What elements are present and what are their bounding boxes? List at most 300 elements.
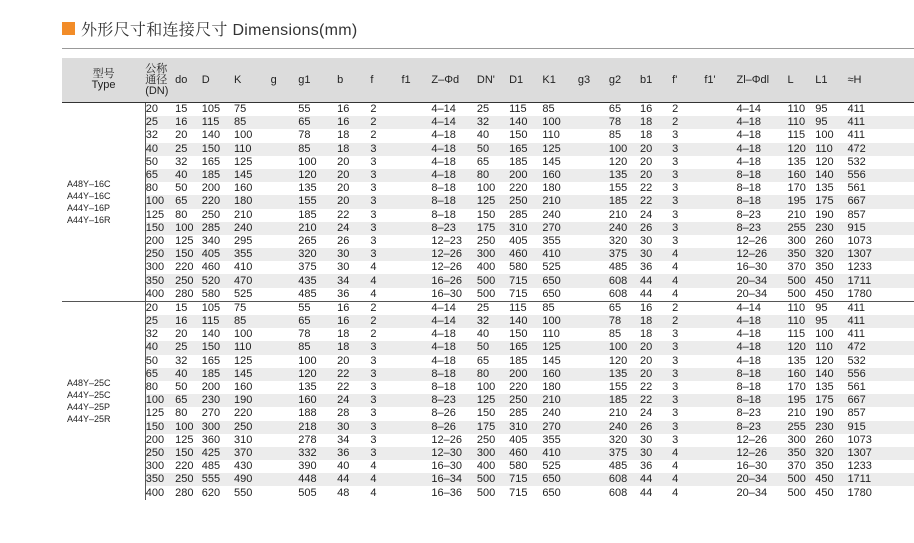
table-cell: 175 xyxy=(477,222,509,235)
table-cell: 240 xyxy=(609,222,640,235)
table-cell: 250 xyxy=(509,394,542,407)
table-cell: 300 xyxy=(787,433,806,446)
table-cell: 44 xyxy=(639,287,653,300)
table-cell: 16–30 xyxy=(431,287,463,300)
table-cell: 500 xyxy=(476,287,496,300)
table-cell: 40 xyxy=(476,129,490,142)
table-cell: 650 xyxy=(542,473,578,486)
table-cell: 160 xyxy=(788,169,816,182)
table-cell xyxy=(704,169,736,182)
table-cell: 20 xyxy=(337,182,350,195)
table-cell: 4–18 xyxy=(737,143,788,156)
table-cell: 300 xyxy=(202,421,234,434)
table-cell: 561 xyxy=(847,381,866,394)
table-cell: 250 xyxy=(509,195,542,208)
table-cell: 85 xyxy=(542,301,578,315)
type-label: A44Y–16P xyxy=(67,202,111,213)
table-cell: 2 xyxy=(370,315,401,328)
title-marker-icon xyxy=(62,22,75,35)
table-cell: 78 xyxy=(609,315,640,328)
table-cell: 295 xyxy=(233,234,253,247)
table-cell: 22 xyxy=(640,394,672,407)
table-cell: 150 xyxy=(202,341,234,354)
table-cell: 4 xyxy=(672,274,704,287)
table-cell: 4–18 xyxy=(736,354,761,367)
table-cell: 8–26 xyxy=(431,421,476,434)
table-cell: 110 xyxy=(788,116,816,129)
table-cell: 220 xyxy=(509,182,528,195)
table-cell: 485 xyxy=(201,460,221,473)
table-cell: 155 xyxy=(608,381,628,394)
table-cell: 65 xyxy=(609,103,640,117)
table-cell xyxy=(704,235,736,248)
table-cell: 1073 xyxy=(847,433,872,446)
table-cell xyxy=(401,355,431,368)
table-row xyxy=(62,301,914,315)
table-cell: 115 xyxy=(787,328,806,341)
table-cell: 3 xyxy=(370,169,401,182)
table-cell: 22 xyxy=(639,182,653,195)
table-cell: 667 xyxy=(847,394,914,407)
column-header: Z–Φd xyxy=(431,58,476,103)
table-cell: 200 xyxy=(145,234,165,247)
table-cell xyxy=(704,381,736,394)
table-cell: 300 xyxy=(477,248,509,261)
table-cell: 20 xyxy=(337,169,370,182)
table-cell: 40 xyxy=(175,169,202,182)
table-cell xyxy=(271,341,299,354)
table-cell xyxy=(704,368,736,381)
table-cell: 16–30 xyxy=(736,460,768,473)
table-row xyxy=(62,355,914,368)
table-cell: 25 xyxy=(477,103,509,117)
table-cell: 500 xyxy=(788,473,816,486)
table-cell: 411 xyxy=(847,116,914,129)
table-cell xyxy=(271,235,299,248)
table-cell xyxy=(704,182,736,195)
table-row xyxy=(62,434,914,447)
table-cell: 40 xyxy=(145,341,175,354)
table-cell: 4–18 xyxy=(736,155,761,168)
table-cell xyxy=(271,182,299,195)
type-cell xyxy=(62,301,145,499)
table-cell: 20 xyxy=(145,103,175,117)
table-cell xyxy=(704,209,736,222)
table-cell: 220 xyxy=(175,460,194,473)
column-header: ≈H xyxy=(847,58,914,103)
table-cell: 200 xyxy=(509,368,542,381)
table-cell: 3 xyxy=(672,394,704,407)
table-cell: 22 xyxy=(337,368,370,381)
table-cell: 105 xyxy=(202,103,234,117)
type-cell xyxy=(62,103,145,302)
column-header: L1 xyxy=(815,58,847,103)
table-cell xyxy=(704,407,736,420)
table-cell: 240 xyxy=(542,208,561,221)
table-cell: 525 xyxy=(233,287,253,300)
table-cell: 4–18 xyxy=(431,155,456,168)
table-cell: 26 xyxy=(640,421,672,434)
table-cell xyxy=(271,248,299,261)
table-cell: 4 xyxy=(672,287,679,300)
table-cell: 25 xyxy=(477,301,509,315)
table-cell xyxy=(271,407,299,420)
table-cell: 4–14 xyxy=(737,301,788,315)
table-cell xyxy=(271,169,299,182)
table-cell: 135 xyxy=(609,169,640,182)
table-cell: 110 xyxy=(815,143,847,156)
table-cell xyxy=(578,195,609,208)
table-cell: 915 xyxy=(847,222,914,235)
table-cell xyxy=(271,143,299,156)
table-cell: 556 xyxy=(847,169,914,182)
table-cell: 310 xyxy=(509,222,542,235)
table-cell xyxy=(578,368,609,381)
table-cell: 350 xyxy=(815,460,834,473)
table-cell: 20 xyxy=(640,341,672,354)
table-cell: 3 xyxy=(370,182,377,195)
table-cell xyxy=(578,328,609,341)
table-cell: 140 xyxy=(815,368,847,381)
table-cell: 370 xyxy=(234,447,271,460)
table-cell: 100 xyxy=(175,421,202,434)
table-cell: 3 xyxy=(370,234,377,247)
table-cell xyxy=(578,222,609,235)
table-cell: 22 xyxy=(640,195,672,208)
table-cell xyxy=(704,222,736,235)
table-cell xyxy=(271,421,299,434)
table-cell: 135 xyxy=(298,381,317,394)
table-cell: 3 xyxy=(672,234,679,247)
table-cell: 370 xyxy=(787,460,806,473)
table-cell xyxy=(578,288,609,302)
table-row xyxy=(62,235,914,248)
table-cell: 190 xyxy=(234,394,271,407)
table-cell xyxy=(401,274,431,287)
column-header: f1 xyxy=(401,58,431,103)
table-cell: 580 xyxy=(509,460,528,473)
table-cell: 135 xyxy=(787,354,806,367)
table-cell: 100 xyxy=(815,129,834,142)
column-header: 公称 通径 (DN) xyxy=(145,58,175,103)
table-cell: 190 xyxy=(815,407,834,420)
type-label: A44Y–16C xyxy=(67,190,111,201)
table-cell: 555 xyxy=(202,473,234,486)
table-cell: 110 xyxy=(542,328,560,341)
table-cell: 16 xyxy=(337,103,370,117)
table-cell: 80 xyxy=(175,407,188,420)
table-cell: 95 xyxy=(815,315,847,328)
table-cell: 375 xyxy=(298,261,317,274)
table-cell: 110 xyxy=(788,103,816,117)
table-cell: 500 xyxy=(477,473,509,486)
table-cell xyxy=(401,116,431,129)
table-cell: 155 xyxy=(608,182,628,195)
table-cell xyxy=(271,473,299,486)
table-cell: 125 xyxy=(542,341,578,354)
table-row xyxy=(62,248,914,261)
table-cell: 65 xyxy=(609,301,640,315)
type-label: A44Y–25R xyxy=(67,413,111,424)
table-cell: 8–23 xyxy=(736,208,761,221)
table-cell: 556 xyxy=(847,368,914,381)
table-cell xyxy=(271,394,299,407)
table-cell: 410 xyxy=(233,261,253,274)
table-row xyxy=(62,274,914,287)
column-header: f1' xyxy=(704,58,736,103)
table-cell: 350 xyxy=(788,447,816,460)
table-cell: 350 xyxy=(145,473,175,486)
table-cell: 667 xyxy=(847,195,914,208)
table-cell xyxy=(704,116,736,129)
table-cell: 250 xyxy=(476,234,496,247)
table-cell: 857 xyxy=(847,407,866,420)
table-cell: 18 xyxy=(337,328,350,341)
table-cell: 250 xyxy=(175,473,202,486)
table-row xyxy=(62,103,914,117)
table-cell: 1711 xyxy=(847,473,914,486)
table-cell xyxy=(271,116,299,129)
table-cell: 210 xyxy=(608,407,628,420)
table-cell xyxy=(401,195,431,208)
table-cell: 4 xyxy=(370,486,377,499)
table-cell: 300 xyxy=(145,261,165,274)
table-cell: 915 xyxy=(847,421,914,434)
table-cell: 3 xyxy=(672,381,679,394)
table-cell: 4 xyxy=(370,473,401,486)
table-cell xyxy=(704,473,736,486)
table-cell xyxy=(401,222,431,235)
table-cell: 78 xyxy=(298,129,311,142)
table-row xyxy=(62,195,914,208)
table-cell: 125 xyxy=(542,143,578,156)
table-cell: 34 xyxy=(337,433,350,446)
table-cell: 450 xyxy=(815,473,847,486)
table-cell: 1073 xyxy=(847,234,872,247)
table-cell: 857 xyxy=(847,208,866,221)
table-cell xyxy=(578,248,609,261)
table-cell: 160 xyxy=(233,182,253,195)
table-cell: 30 xyxy=(640,248,672,261)
table-cell: 1780 xyxy=(847,486,872,499)
table-cell: 210 xyxy=(298,222,337,235)
table-cell: 4–14 xyxy=(737,103,788,117)
table-cell: 4–18 xyxy=(736,328,761,341)
table-cell: 40 xyxy=(476,328,490,341)
table-cell: 18 xyxy=(640,116,672,129)
table-row xyxy=(62,156,914,169)
table-cell: 25 xyxy=(175,341,202,354)
table-cell xyxy=(704,156,736,169)
table-cell xyxy=(704,394,736,407)
table-cell: 532 xyxy=(847,155,866,168)
table-cell: 4–18 xyxy=(737,116,788,129)
table-cell: 490 xyxy=(234,473,271,486)
table-cell: 3 xyxy=(370,394,401,407)
table-cell: 3 xyxy=(370,222,401,235)
table-cell: 185 xyxy=(609,195,640,208)
table-cell xyxy=(401,421,431,434)
table-cell xyxy=(704,486,736,499)
dimensions-table xyxy=(62,58,914,500)
table-cell: 230 xyxy=(202,394,234,407)
table-cell: 12–26 xyxy=(431,248,476,261)
table-cell: 500 xyxy=(787,486,806,499)
table-cell: 650 xyxy=(542,287,561,300)
column-header: L xyxy=(788,58,816,103)
table-cell: 3 xyxy=(672,354,679,367)
table-cell: 120 xyxy=(298,368,337,381)
table-cell xyxy=(271,156,299,169)
table-cell: 160 xyxy=(542,169,578,182)
table-cell: 30 xyxy=(337,421,370,434)
table-cell: 448 xyxy=(298,473,337,486)
table-cell: 140 xyxy=(509,315,542,328)
table-cell xyxy=(578,156,609,169)
table-cell: 25 xyxy=(145,116,175,129)
table-cell: 4 xyxy=(672,486,679,499)
table-cell: 120 xyxy=(608,155,628,168)
table-cell: 2 xyxy=(672,301,704,315)
table-cell: 255 xyxy=(788,421,816,434)
table-cell: 16 xyxy=(175,315,202,328)
table-cell: 185 xyxy=(509,354,528,367)
column-header: K1 xyxy=(542,58,578,103)
table-cell: 12–23 xyxy=(431,234,463,247)
table-cell: 260 xyxy=(815,234,834,247)
table-row xyxy=(62,288,914,302)
table-cell: 110 xyxy=(788,315,816,328)
table-cell xyxy=(271,261,299,274)
table-cell xyxy=(578,129,609,142)
table-cell: 265 xyxy=(298,234,317,247)
table-cell: 100 xyxy=(145,195,175,208)
table-cell: 115 xyxy=(202,315,234,328)
table-cell: 145 xyxy=(542,354,561,367)
table-cell: 120 xyxy=(815,354,834,367)
table-cell: 185 xyxy=(202,169,234,182)
table-cell: 350 xyxy=(815,261,834,274)
column-header: 型号 Type xyxy=(62,58,145,103)
table-cell: 8–18 xyxy=(431,195,476,208)
table-cell: 300 xyxy=(145,460,165,473)
table-cell: 110 xyxy=(788,301,816,315)
table-cell: 650 xyxy=(542,274,578,287)
table-cell: 410 xyxy=(542,447,578,460)
table-cell: 18 xyxy=(337,129,350,142)
table-cell: 3 xyxy=(672,182,679,195)
table-cell xyxy=(401,394,431,407)
table-cell: 48 xyxy=(337,486,350,499)
table-cell: 85 xyxy=(234,116,271,129)
table-cell: 210 xyxy=(787,407,806,420)
table-cell xyxy=(401,103,431,117)
page-title: 外形尺寸和连接尺寸 Dimensions(mm) xyxy=(81,21,358,39)
table-cell: 36 xyxy=(337,287,350,300)
table-cell: 350 xyxy=(145,274,175,287)
table-cell: 115 xyxy=(202,116,234,129)
table-cell: 360 xyxy=(201,433,221,446)
table-cell: 1711 xyxy=(847,274,914,287)
table-cell: 608 xyxy=(608,287,628,300)
table-cell: 26 xyxy=(337,234,350,247)
table-cell: 30 xyxy=(640,447,672,460)
table-cell: 715 xyxy=(509,287,528,300)
table-cell: 25 xyxy=(175,143,202,156)
table-cell: 520 xyxy=(202,274,234,287)
table-cell: 135 xyxy=(298,182,317,195)
table-cell: 150 xyxy=(509,129,528,142)
table-cell: 36 xyxy=(639,460,653,473)
table-cell: 240 xyxy=(542,407,561,420)
table-cell: 78 xyxy=(609,116,640,129)
table-cell: 135 xyxy=(815,381,834,394)
table-header-row xyxy=(62,58,914,103)
table-cell: 110 xyxy=(234,143,271,156)
table-cell xyxy=(578,301,609,315)
table-cell: 120 xyxy=(815,155,834,168)
table-cell: 125 xyxy=(175,433,194,446)
table-cell: 16 xyxy=(337,301,370,315)
table-row xyxy=(62,209,914,222)
table-cell: 15 xyxy=(175,103,202,117)
table-cell: 18 xyxy=(337,143,370,156)
table-cell: 125 xyxy=(175,234,194,247)
table-cell: 355 xyxy=(542,433,561,446)
table-cell: 425 xyxy=(202,447,234,460)
table-cell: 411 xyxy=(847,103,914,117)
table-cell: 525 xyxy=(542,261,561,274)
table-cell: 220 xyxy=(233,407,253,420)
table-cell: 32 xyxy=(145,129,158,142)
column-header: do xyxy=(175,58,202,103)
table-cell: 3 xyxy=(370,195,401,208)
table-cell: 320 xyxy=(298,248,337,261)
table-row xyxy=(62,129,914,142)
table-cell: 3 xyxy=(370,381,377,394)
table-cell: 411 xyxy=(847,328,865,341)
table-cell: 180 xyxy=(234,195,271,208)
table-cell xyxy=(401,381,431,394)
table-cell: 105 xyxy=(202,301,234,315)
table-cell: 200 xyxy=(201,381,221,394)
table-cell: 500 xyxy=(788,274,816,287)
table-cell: 8–18 xyxy=(431,182,456,195)
column-header: f xyxy=(370,58,401,103)
table-cell: 3 xyxy=(672,341,704,354)
table-cell: 16–26 xyxy=(431,274,476,287)
table-cell: 40 xyxy=(175,368,202,381)
table-cell: 8–18 xyxy=(431,381,456,394)
table-cell: 230 xyxy=(815,421,847,434)
table-cell: 32 xyxy=(175,354,188,367)
table-cell xyxy=(271,274,299,287)
table-cell: 460 xyxy=(509,447,542,460)
table-cell: 50 xyxy=(477,143,509,156)
table-cell xyxy=(271,129,299,142)
table-cell xyxy=(401,315,431,328)
table-cell: 170 xyxy=(787,381,806,394)
table-cell: 95 xyxy=(815,103,847,117)
table-cell: 145 xyxy=(542,155,561,168)
table-cell: 2 xyxy=(672,315,704,328)
table-cell: 3 xyxy=(672,143,704,156)
table-cell: 4 xyxy=(672,447,704,460)
table-cell: 16–36 xyxy=(431,486,463,499)
table-cell: 85 xyxy=(542,103,578,117)
table-cell xyxy=(578,143,609,156)
table-cell: 3 xyxy=(672,222,704,235)
